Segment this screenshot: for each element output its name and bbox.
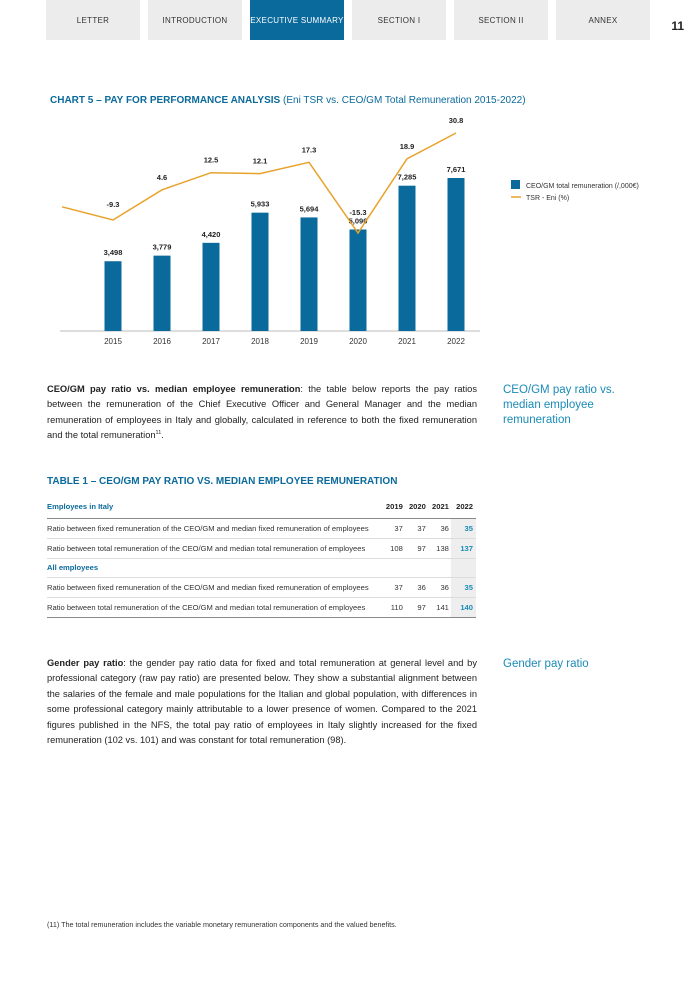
empty-cell [405,558,428,577]
bar-remuneration-2015 [105,261,122,331]
tsr-label: 18.9 [399,141,415,151]
table-row [47,577,476,597]
bar-label: 4,420 [201,229,221,239]
tsr-label: -15.3 [349,208,367,217]
table-header-row [47,496,476,518]
row-label: Ratio between total remuneration of the CEO/GM and median total remuneration of employees [47,597,382,617]
bar-remuneration-2020 [350,229,367,331]
cell-value: 141 [428,597,451,617]
page-number: 11 [671,19,684,33]
bar-label: 3,779 [152,242,172,252]
tsr-label: -9.3 [106,199,120,209]
table-row [47,518,476,538]
pay-for-performance-chart [40,112,660,352]
bar-label: 5,694 [299,204,319,214]
x-tick-label: 2016 [153,337,171,346]
gender-pay-text: : the gender pay ratio data for fixed and total remuneration at general level and by professional category (raw pay ratio) are presented below. They show a substantial alignment between the salaries of the female and male populations for the Italian and global population, with differences in some professional category mainly attributable to a lower presence of women. Compared to the 2021 figures published in the NFS, the total pay ratio of employees in Italy slightly increased for the fixed remuneration (102 vs. 101) and was constant for total remuneration (98). [47,658,478,746]
table-row [47,597,476,617]
table-section-row [47,558,476,577]
legend-bar-swatch [511,180,520,189]
cell-value: 97 [405,597,428,617]
chart-title [50,95,526,106]
bar-label: 5,090 [348,216,368,226]
bar-remuneration-2021 [399,186,416,331]
footnote: (11) The total remuneration includes the variable monetary remuneration components and the valued benefits. [47,920,397,929]
pay-ratio-end: . [161,430,164,441]
pay-ratio-paragraph [47,382,477,444]
empty-cell [382,558,405,577]
tab-letter[interactable]: LETTER [46,0,140,40]
header-year: 2022 [451,496,476,518]
pay-ratio-text: : the table below reports the pay ratios between the remuneration of the Chief Executive Officer and General Manager and the median remuneration of employees in Italy and globally, calculated in reference to both the fixed remuneration and the total remuneration [47,384,477,441]
bar-remuneration-2017 [203,243,220,331]
bar-remuneration-2016 [154,256,171,331]
table-row [47,538,476,558]
bar-label: 5,933 [250,199,270,209]
cell-value: 97 [405,538,428,558]
side-note-pay-ratio: CEO/GM pay ratio vs. median employee remuneration [503,384,615,426]
tsr-label: 4.6 [156,172,168,182]
x-tick-label: 2015 [104,337,122,346]
footnote-ref[interactable]: 11 [155,430,162,437]
cell-value-highlight: 137 [451,538,476,558]
legend-label: CEO/GM total remuneration (/,000€) [526,183,639,190]
bar-label: 3,498 [103,248,123,258]
side-note-gender-pay: Gender pay ratio [503,658,589,670]
cell-value: 37 [382,518,405,538]
tab-section-ii[interactable]: SECTION II [454,0,548,40]
cell-value: 36 [428,518,451,538]
bar-remuneration-2018 [252,213,269,331]
legend-label: TSR - Eni (%) [526,195,570,202]
cell-value: 37 [382,577,405,597]
cell-value-highlight: 35 [451,577,476,597]
cell-value: 138 [428,538,451,558]
chart-title-subtitle: (Eni TSR vs. CEO/GM Total Remuneration 2015-2022) [280,95,526,106]
tab-executive-summary[interactable]: EXECUTIVE SUMMARY [250,0,344,40]
pay-ratio-heading: CEO/GM pay ratio vs. median employee remuneration [47,384,301,394]
top-navigation [46,0,650,40]
gender-pay-heading: Gender pay ratio [47,658,124,668]
cell-value: 110 [382,597,405,617]
x-tick-label: 2018 [251,337,269,346]
tab-annex[interactable]: ANNEX [556,0,650,40]
pay-ratio-table [47,496,476,618]
tab-introduction[interactable]: INTRODUCTION [148,0,242,40]
x-tick-label: 2021 [398,337,416,346]
tab-section-i[interactable]: SECTION I [352,0,446,40]
tsr-label: 12.1 [252,156,268,166]
tsr-label: 30.8 [448,116,464,125]
row-label: Ratio between fixed remuneration of the CEO/GM and median fixed remuneration of employees [47,577,382,597]
header-employees-italy: Employees in Italy [47,496,382,518]
cell-value: 37 [405,518,428,538]
bar-remuneration-2022 [448,178,465,331]
bar-label: 7,671 [446,165,466,174]
cell-value: 36 [405,577,428,597]
gender-pay-paragraph [47,656,477,748]
cell-value-highlight: 35 [451,518,476,538]
table-title: TABLE 1 – CEO/GM PAY RATIO VS. MEDIAN EMPLOYEE REMUNERATION [47,476,398,487]
x-tick-label: 2017 [202,337,220,346]
bar-remuneration-2019 [301,217,318,331]
cell-value-highlight: 140 [451,597,476,617]
cell-value: 36 [428,577,451,597]
bar-label: 7,285 [397,172,417,182]
x-tick-label: 2020 [349,337,367,346]
row-label: Ratio between total remuneration of the CEO/GM and median total remuneration of employees [47,538,382,558]
tsr-label: 17.3 [301,145,317,155]
row-label: Ratio between fixed remuneration of the CEO/GM and median fixed remuneration of employees [47,518,382,538]
x-tick-label: 2019 [300,337,318,346]
x-tick-label: 2022 [447,337,465,346]
header-year: 2021 [428,496,451,518]
cell-value: 108 [382,538,405,558]
empty-cell [428,558,451,577]
header-year: 2020 [405,496,428,518]
header-year: 2019 [382,496,405,518]
empty-cell [451,558,476,577]
chart-title-bold: CHART 5 – PAY FOR PERFORMANCE ANALYSIS [50,95,281,106]
section-all-employees: All employees [47,558,382,577]
tsr-label: 12.5 [203,155,219,165]
